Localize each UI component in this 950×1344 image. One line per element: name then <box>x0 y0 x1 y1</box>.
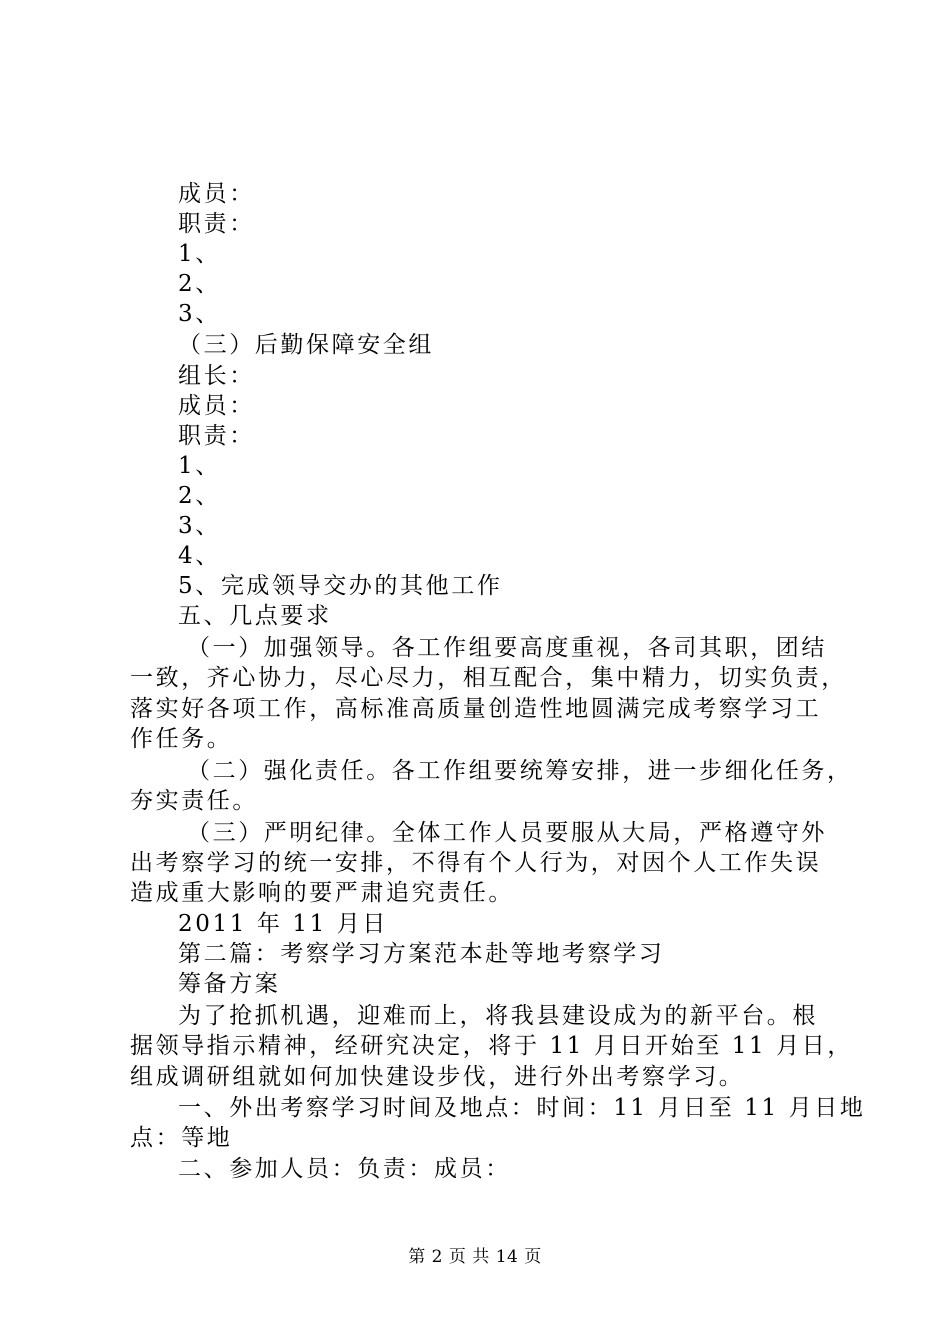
chapter-title: 第二篇：考察学习方案范本赴等地考察学习 <box>178 941 665 967</box>
text-line: 成员： <box>178 393 255 419</box>
paragraph-line: （三）严明纪律。全体工作人员要服从大局，严格遵守外 <box>187 820 827 846</box>
section-heading: （三）后勤保障安全组 <box>178 332 434 358</box>
section-heading: 五、几点要求 <box>178 603 332 629</box>
paragraph-line: 为了抢抓机遇，迎难而上，将我县建设成为的新平台。根 <box>178 1003 818 1029</box>
text-line: 1、 <box>178 241 221 267</box>
page-footer: 第 2 页 共 14 页 <box>408 1247 542 1267</box>
chapter-title: 筹备方案 <box>178 971 281 997</box>
paragraph-line: 一、外出考察学习时间及地点：时间：11 月日至 11 月日地 <box>178 1095 866 1121</box>
paragraph-line: 据领导指示精神，经研究决定，将于 11 月日开始至 11 月日， <box>130 1033 853 1059</box>
text-line: 1、 <box>178 453 221 479</box>
text-line: 职责： <box>178 423 255 449</box>
text-line: 组长： <box>178 363 255 389</box>
paragraph-line: 点：等地 <box>130 1125 233 1151</box>
text-line: 4、 <box>178 543 221 569</box>
text-line: 3、 <box>178 513 221 539</box>
paragraph-line: 造成重大影响的要严肃追究责任。 <box>130 880 514 906</box>
text-line: 3、 <box>178 301 221 327</box>
paragraph-line: 二、参加人员：负责：成员： <box>178 1156 511 1182</box>
text-line: 5、完成领导交办的其他工作 <box>178 573 503 599</box>
paragraph-line: （一）加强领导。各工作组要高度重视，各司其职，团结 <box>187 635 827 661</box>
paragraph-line: 作任务。 <box>130 726 233 752</box>
text-line: 2、 <box>178 271 221 297</box>
paragraph-line: （二）强化责任。各工作组要统筹安排，进一步细化任务， <box>187 758 853 784</box>
paragraph-line: 一致，齐心协力，尽心尽力，相互配合，集中精力，切实负责， <box>130 665 847 691</box>
paragraph-line: 夯实责任。 <box>130 788 258 814</box>
paragraph-line: 落实好各项工作，高标准高质量创造性地圆满完成考察学习工 <box>130 696 822 722</box>
paragraph-line: 出考察学习的统一安排，不得有个人行为，对因个人工作失误 <box>130 850 822 876</box>
date-line: 2011 年 11 月日 <box>178 911 388 937</box>
text-line: 职责： <box>178 211 255 237</box>
paragraph-line: 组成调研组就如何加快建设步伐，进行外出考察学习。 <box>130 1064 745 1090</box>
text-line: 2、 <box>178 483 221 509</box>
text-line: 成员： <box>178 181 255 207</box>
